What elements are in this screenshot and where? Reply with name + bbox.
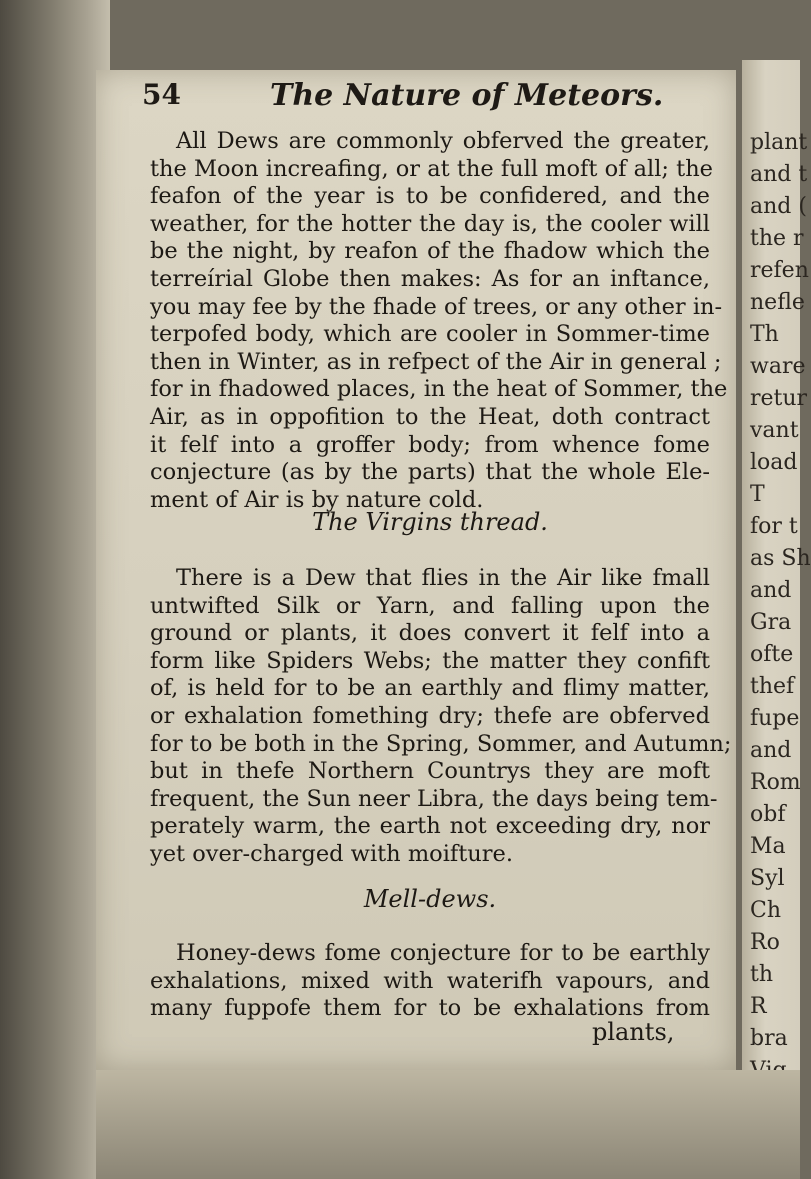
page-number: 54 — [142, 78, 181, 111]
facing-page-fragment: and — [750, 578, 792, 603]
facing-page-fragment: and — [750, 738, 792, 763]
facing-page-fragment: Syl — [750, 866, 785, 891]
text-line: exhalations, mixed with waterifh vapours, and — [150, 967, 710, 994]
facing-page-fragment: thef — [750, 674, 795, 699]
text-line: conjecture (as by the parts) that the whole Ele- — [150, 459, 710, 486]
facing-page-fragment: Th — [750, 322, 779, 347]
facing-page-fragment: vant — [750, 418, 799, 443]
text-line: for in fhadowed places, in the heat of Sommer, the — [150, 376, 728, 403]
text-line: ment of Air is by nature cold. — [150, 486, 484, 513]
facing-page-fragment: fupe — [750, 706, 800, 731]
text-line: yet over-charged with moifture. — [150, 840, 513, 867]
section-title-virgins-thread: The Virgins thread. — [312, 508, 548, 536]
text-line: many fuppofe them for to be exhalations from — [150, 995, 710, 1022]
text-line: ground or plants, it does convert it felf into a — [150, 620, 710, 647]
facing-page-fragment: the r — [750, 226, 804, 251]
text-line: perately warm, the earth not exceeding dry, nor — [150, 813, 710, 840]
paragraph-virgins-thread — [150, 565, 732, 869]
facing-page-fragment: ofte — [750, 642, 794, 667]
facing-page-fragment: T — [750, 482, 765, 507]
text-line: terreírial Globe then makes: As for an inftance, — [150, 265, 710, 292]
binding-gutter — [0, 0, 110, 1179]
facing-page-fragment: Ro — [750, 930, 780, 955]
facing-page-fragment: R — [750, 994, 767, 1019]
text-line: weather, for the hotter the day is, the cooler will — [150, 210, 710, 237]
facing-page-fragment: ware — [750, 354, 806, 379]
catchword: plants, — [592, 1018, 675, 1046]
facing-page-fragment: obf — [750, 802, 786, 827]
text-line: There is a Dew that flies in the Air like fmall — [176, 565, 710, 591]
text-line: you may fee by the fhade of trees, or any other in- — [150, 293, 723, 320]
text-line: but in thefe Northern Countrys they are moft — [150, 758, 710, 785]
facing-page-fragment: and ( — [750, 194, 807, 219]
facing-page-fragment: th — [750, 962, 774, 987]
text-line: it felf into a groffer body; from whence fome — [150, 431, 710, 458]
text-line: the Moon increafing, or at the full moft of all; the — [150, 155, 713, 182]
facing-page-fragment: and t — [750, 162, 808, 187]
text-line: frequent, the Sun neer Libra, the days being tem- — [150, 785, 718, 812]
text-line: for to be both in the Spring, Sommer, and Autumn; — [150, 730, 732, 757]
facing-page-fragment: retur — [750, 386, 808, 411]
facing-page-fragment: load — [750, 450, 798, 475]
facing-page-fragment: Gra — [750, 610, 792, 635]
paragraph-dews — [150, 128, 728, 514]
text-line: untwifted Silk or Yarn, and falling upon the — [150, 592, 710, 619]
facing-page-fragment: nefle — [750, 290, 805, 315]
facing-page-fragment: plant — [750, 130, 808, 155]
text-line: of, is held for to be an earthly and flimy matter, — [150, 675, 710, 702]
text-line: Honey-dews fome conjecture for to be earthly — [176, 940, 710, 966]
paragraph-honey-dews — [150, 940, 710, 1023]
text-line: or exhalation fomething dry; thefe are obferved — [150, 702, 710, 729]
facing-page-fragment: refen — [750, 258, 809, 283]
text-line: feafon of the year is to be confidered, and the — [150, 183, 710, 210]
text-line: Air, as in oppofition to the Heat, doth contract — [150, 403, 710, 430]
text-line: form like Spiders Webs; the matter they confift — [150, 647, 710, 674]
text-line: All Dews are commonly obferved the greater, — [176, 128, 710, 154]
page-header — [140, 78, 700, 118]
text-line: then in Winter, as in refpect of the Air in general ; — [150, 348, 722, 375]
facing-page-edge — [742, 60, 811, 1120]
section-title-mell-dews: Mell-dews. — [363, 885, 497, 913]
facing-page-fragment: bra — [750, 1026, 788, 1051]
running-title: The Nature of Meteors. — [270, 78, 664, 113]
facing-page-fragment: for t — [750, 514, 798, 539]
page-bottom-shadow — [96, 1070, 800, 1179]
facing-page-fragment: Ch — [750, 898, 782, 923]
facing-page-fragment: as Sh — [750, 546, 811, 571]
facing-page-fragment: Ma — [750, 834, 786, 859]
text-line: be the night, by reafon of the fhadow which the — [150, 238, 710, 265]
text-line: terpofed body, which are cooler in Sommer-time — [150, 321, 710, 348]
facing-page-fragment: Rom — [750, 770, 801, 795]
